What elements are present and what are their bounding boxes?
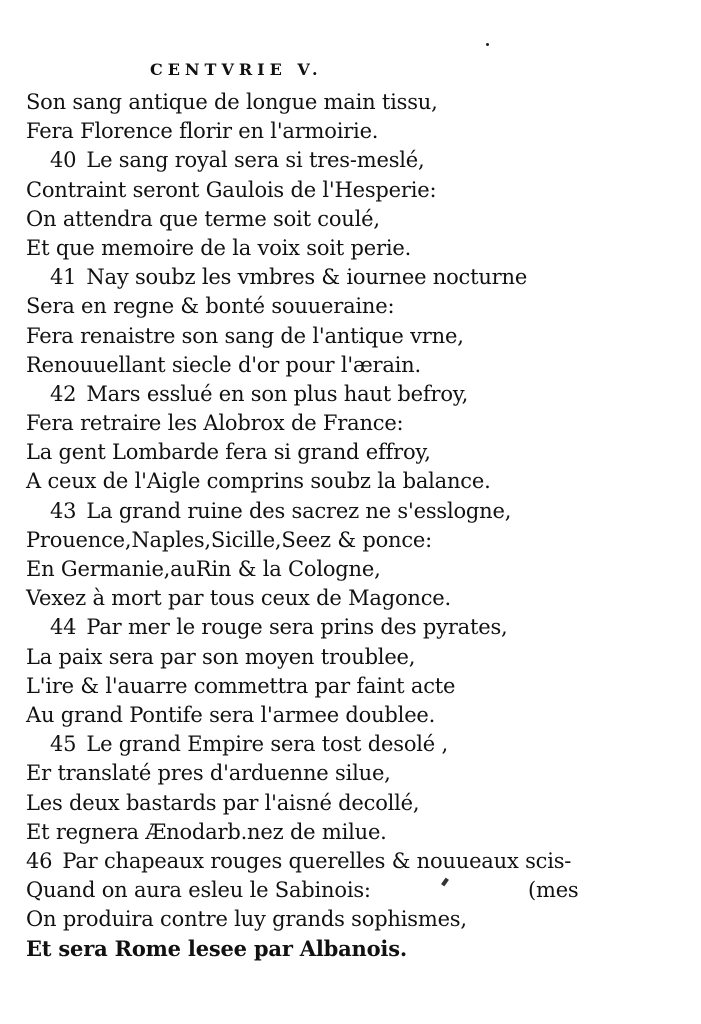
verse-line: Renouuellant siecle d'or pour l'ærain. — [26, 352, 421, 377]
verse-line: Les deux bastards par l'aisné decollé, — [26, 790, 420, 815]
verse-line: En Germanie,auRin & la Cologne, — [26, 557, 381, 581]
verse-line: Prouence,Naples,Sicille,Seez & ponce: — [26, 527, 433, 552]
verse-line: Er translaté pres d'arduenne silue, — [26, 761, 391, 786]
verse-line: La gent Lombarde fera si grand effroy, — [26, 440, 431, 465]
quatrain-number: 41 — [50, 265, 77, 290]
quatrain-start-line: 46 Par chapeaux rouges querelles & nouueaux scis- — [26, 847, 676, 876]
quatrain-number: 42 — [50, 381, 77, 406]
quatrain-start-line: 44 Par mer le rouge sera prins des pyrates, — [26, 613, 676, 642]
verse-line: Et regnera Ænodarb.nez de milue. — [26, 819, 387, 844]
verse-line: Au grand Pontife sera l'armee doublee. — [26, 702, 436, 727]
quatrain-number: 44 — [50, 615, 77, 640]
verse-line: Fera renaistre son sang de l'antique vrne, — [26, 323, 464, 348]
quatrain-start-line: 43 La grand ruine des sacrez ne s'esslogne, — [26, 497, 676, 526]
quatrain-number: 43 — [50, 498, 77, 523]
verse-line: Fera Florence florir en l'armoirie. — [26, 119, 379, 144]
running-header: CENTVRIE V. — [150, 60, 323, 79]
carried-over-word: (mes — [528, 878, 579, 903]
quatrain-number: 40 — [50, 148, 77, 173]
verse-line: Son sang antique de longue main tissu, — [26, 90, 438, 114]
verse-line: On attendra que terme soit coulé, — [26, 206, 380, 231]
verse-line: Quand on aura esleu le Sabinois: (mes — [26, 876, 676, 905]
verse-line: On produira contre luy grands sophismes, — [26, 907, 467, 932]
verse-line: La paix sera par son moyen troublee, — [26, 644, 416, 669]
verse-line: A ceux de l'Aigle comprins soubz la balance. — [26, 469, 491, 494]
verse-block — [26, 88, 676, 964]
verse-line: Sera en regne & bonté souueraine: — [26, 294, 395, 319]
verse-line: L'ire & l'auarre commettra par faint acte — [26, 673, 456, 698]
ink-speck — [486, 43, 489, 46]
quatrain-start-line: 41 Nay soubz les vmbres & iournee nocturne — [26, 263, 676, 292]
verse-line: Contraint seront Gaulois de l'Hesperie: — [26, 177, 437, 202]
quatrain-number: 46 — [26, 848, 53, 873]
quatrain-start-line: 42 Mars esslué en son plus haut befroy, — [26, 380, 676, 409]
verse-line: Fera retraire les Alobrox de France: — [26, 411, 404, 436]
quatrain-start-line: 45 Le grand Empire sera tost desolé , — [26, 730, 676, 759]
verse-line: Et que memoire de la voix soit perie. — [26, 235, 412, 260]
verse-line: Vexez à mort par tous ceux de Magonce. — [26, 586, 451, 611]
verse-line: Et sera Rome lesee par Albanois. — [26, 936, 407, 962]
quatrain-start-line: 40 Le sang royal sera si tres-meslé, — [26, 146, 676, 175]
quatrain-number: 45 — [50, 732, 77, 757]
